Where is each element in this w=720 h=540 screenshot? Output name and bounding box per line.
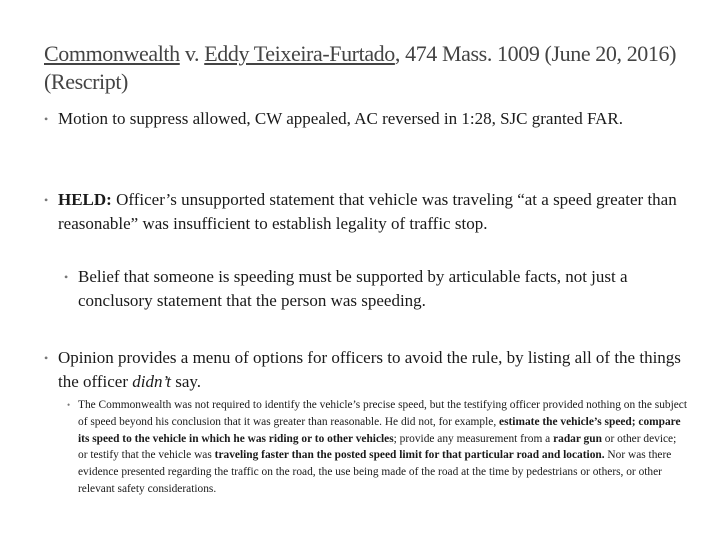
bullet-icon: • [67, 400, 71, 410]
bullet-icon: • [44, 112, 49, 126]
bullet-opinion-menu [44, 346, 688, 394]
bullet-text-end: say. [171, 372, 202, 391]
bullet-icon: • [44, 193, 49, 207]
case-link-defendant[interactable]: Eddy Teixeira-Furtado [204, 41, 395, 66]
quote-text: Nor was there evidence presented regarding the traffic on the road, the use being made of the road at the time by pedestrians or others, or other relevant safety considerations. [78, 449, 672, 495]
holding-text: Officer’s unsupported statement that vehicle was traveling “at a speed greater than reasonable” was insufficient to establish legality of traffic stop. [58, 190, 677, 233]
bullet-text: Motion to suppress allowed, CW appealed, AC reversed in 1:28, SJC granted FAR. [58, 109, 624, 128]
slide-title [44, 40, 684, 96]
bullet-procedural-history [44, 107, 688, 131]
quote-emphasis: estimate the vehicle’s speed; compare its speed to the vehicle in which he was riding or to other vehicles [78, 415, 681, 445]
bullet-text: Opinion provides a menu of options for officers to avoid the rule, by listing all of the things the officer [58, 348, 681, 391]
case-link-commonwealth[interactable]: Commonwealth [44, 41, 180, 66]
bullet-emphasis: didn’t [132, 372, 171, 391]
quote-text: The Commonwealth was not required to identify the vehicle’s precise speed, but the testifying officer provided nothing on the subject of speed beyond his conclusion that it was greater than reasonable. He did not, for example, [78, 399, 688, 428]
bullet-icon: • [44, 351, 49, 365]
bullet-text: Belief that someone is speeding must be supported by articulable facts, not just a conclusory statement that the person was speeding. [78, 267, 628, 310]
bullet-holding [44, 188, 688, 236]
title-versus: v. [179, 41, 205, 66]
quote-text: ; provide any measurement from a [393, 432, 554, 445]
holding-label: HELD: [58, 190, 112, 209]
bullet-quote [67, 397, 688, 498]
header-band [0, 0, 720, 28]
quote-emphasis: traveling faster than the posted speed limit for that particular road and location. [214, 449, 605, 462]
bullet-holding-sub [64, 265, 688, 313]
quote-emphasis: radar gun [553, 432, 602, 445]
bullet-icon: • [64, 270, 69, 284]
quote-text: or other device; or testify that the vehicle was [78, 432, 677, 462]
title-citation: , 474 Mass. 1009 (June 20, 2016) (Rescript) [44, 41, 677, 94]
